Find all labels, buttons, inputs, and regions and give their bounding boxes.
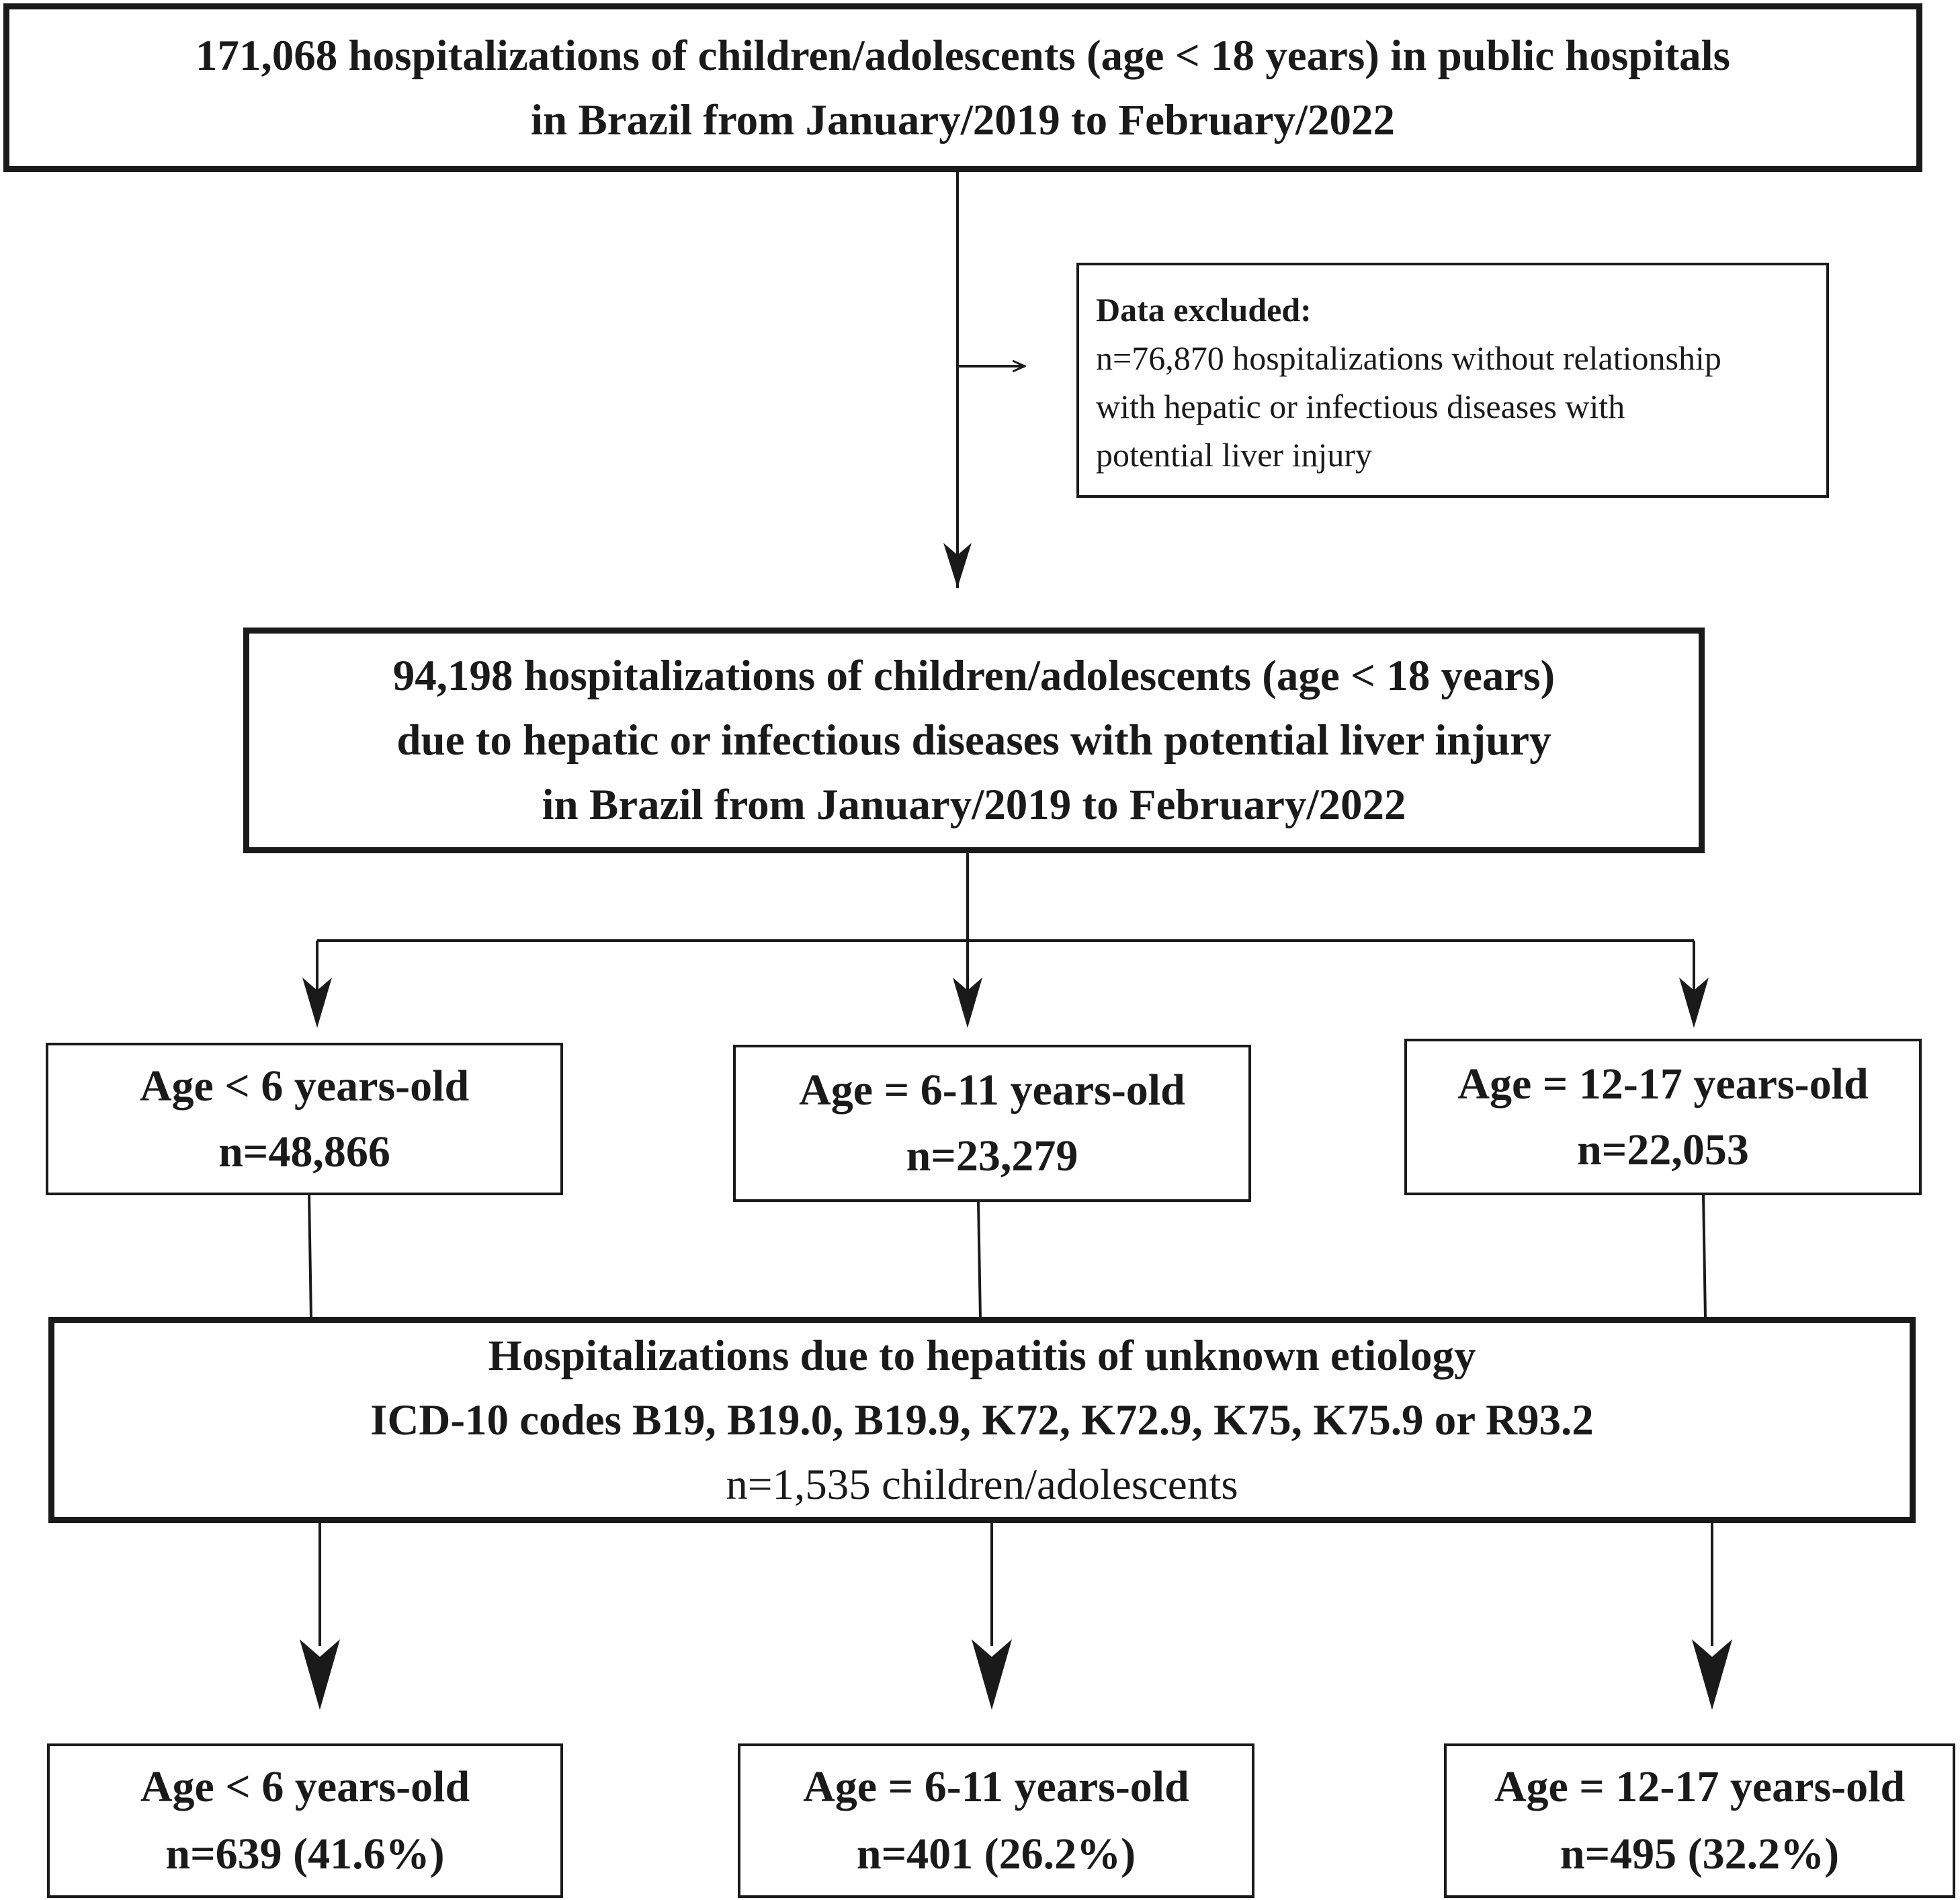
final-group-count: n=401 (26.2%) [856,1829,1136,1879]
data-excluded-heading: Data excluded: [1096,291,1312,329]
arrowhead-to-final2 [972,1639,1012,1710]
connector-age2-to-hepatitis [978,1201,980,1319]
liver-related-line3: in Brazil from January/2019 to February/2022 [542,781,1406,829]
hepatitis-line1: Hospitalizations due to hepatitis of unknown etiology [488,1331,1476,1380]
connector-age3-to-hepatitis [1703,1194,1705,1319]
total-hospitalizations-line2: in Brazil from January/2019 to February/2022 [530,95,1396,144]
age-group-label: Age = 12-17 years-old [1457,1059,1869,1109]
final-group-count: n=495 (32.2%) [1560,1829,1840,1879]
data-excluded-line2: with hepatic or infectious diseases with [1096,388,1625,425]
final-group-label: Age = 12-17 years-old [1494,1762,1906,1811]
final-group-count: n=639 (41.6%) [165,1829,445,1879]
final-group-box-12-17 [1444,1743,1955,1898]
age-group-count: n=22,053 [1577,1125,1749,1174]
data-excluded-box [1076,263,1829,498]
age-group-count: n=23,279 [906,1131,1078,1180]
arrowhead-to-final3 [1692,1639,1732,1710]
total-hospitalizations-line1: 171,068 hospitalizations of children/adolescents (age < 18 years) in public hospitals [196,31,1730,80]
data-excluded-line1: n=76,870 hospitalizations without relationship [1096,339,1721,377]
final-group-box-under-6 [47,1743,563,1898]
age-group-count: n=48,866 [218,1127,390,1176]
age-group-label: Age = 6-11 years-old [799,1066,1185,1115]
age-group-box-12-17 [1404,1039,1922,1195]
total-hospitalizations-box [3,3,1922,172]
liver-related-line1: 94,198 hospitalizations of children/adolescents (age < 18 years) [392,652,1556,700]
data-excluded-line3: potential liver injury [1096,436,1373,474]
final-group-label: Age = 6-11 years-old [803,1762,1189,1811]
arrowhead-to-final1 [300,1639,340,1710]
liver-related-hospitalizations-box [243,628,1705,853]
hepatitis-line2: ICD-10 codes B19, B19.0, B19.9, K72, K72.9, K75, K75.9 or R93.2 [370,1395,1594,1444]
final-group-box-6-11 [738,1743,1254,1898]
hepatitis-line3: n=1,535 children/adolescents [726,1460,1238,1509]
hepatitis-unknown-etiology-box [48,1317,1916,1523]
connector-age1-to-hepatitis [309,1194,311,1319]
age-group-box-6-11 [733,1045,1251,1202]
liver-related-line2: due to hepatic or infectious diseases with potential liver injury [396,716,1551,765]
final-group-label: Age < 6 years-old [140,1762,470,1811]
age-group-box-under-6 [46,1043,563,1195]
age-group-label: Age < 6 years-old [139,1061,470,1111]
